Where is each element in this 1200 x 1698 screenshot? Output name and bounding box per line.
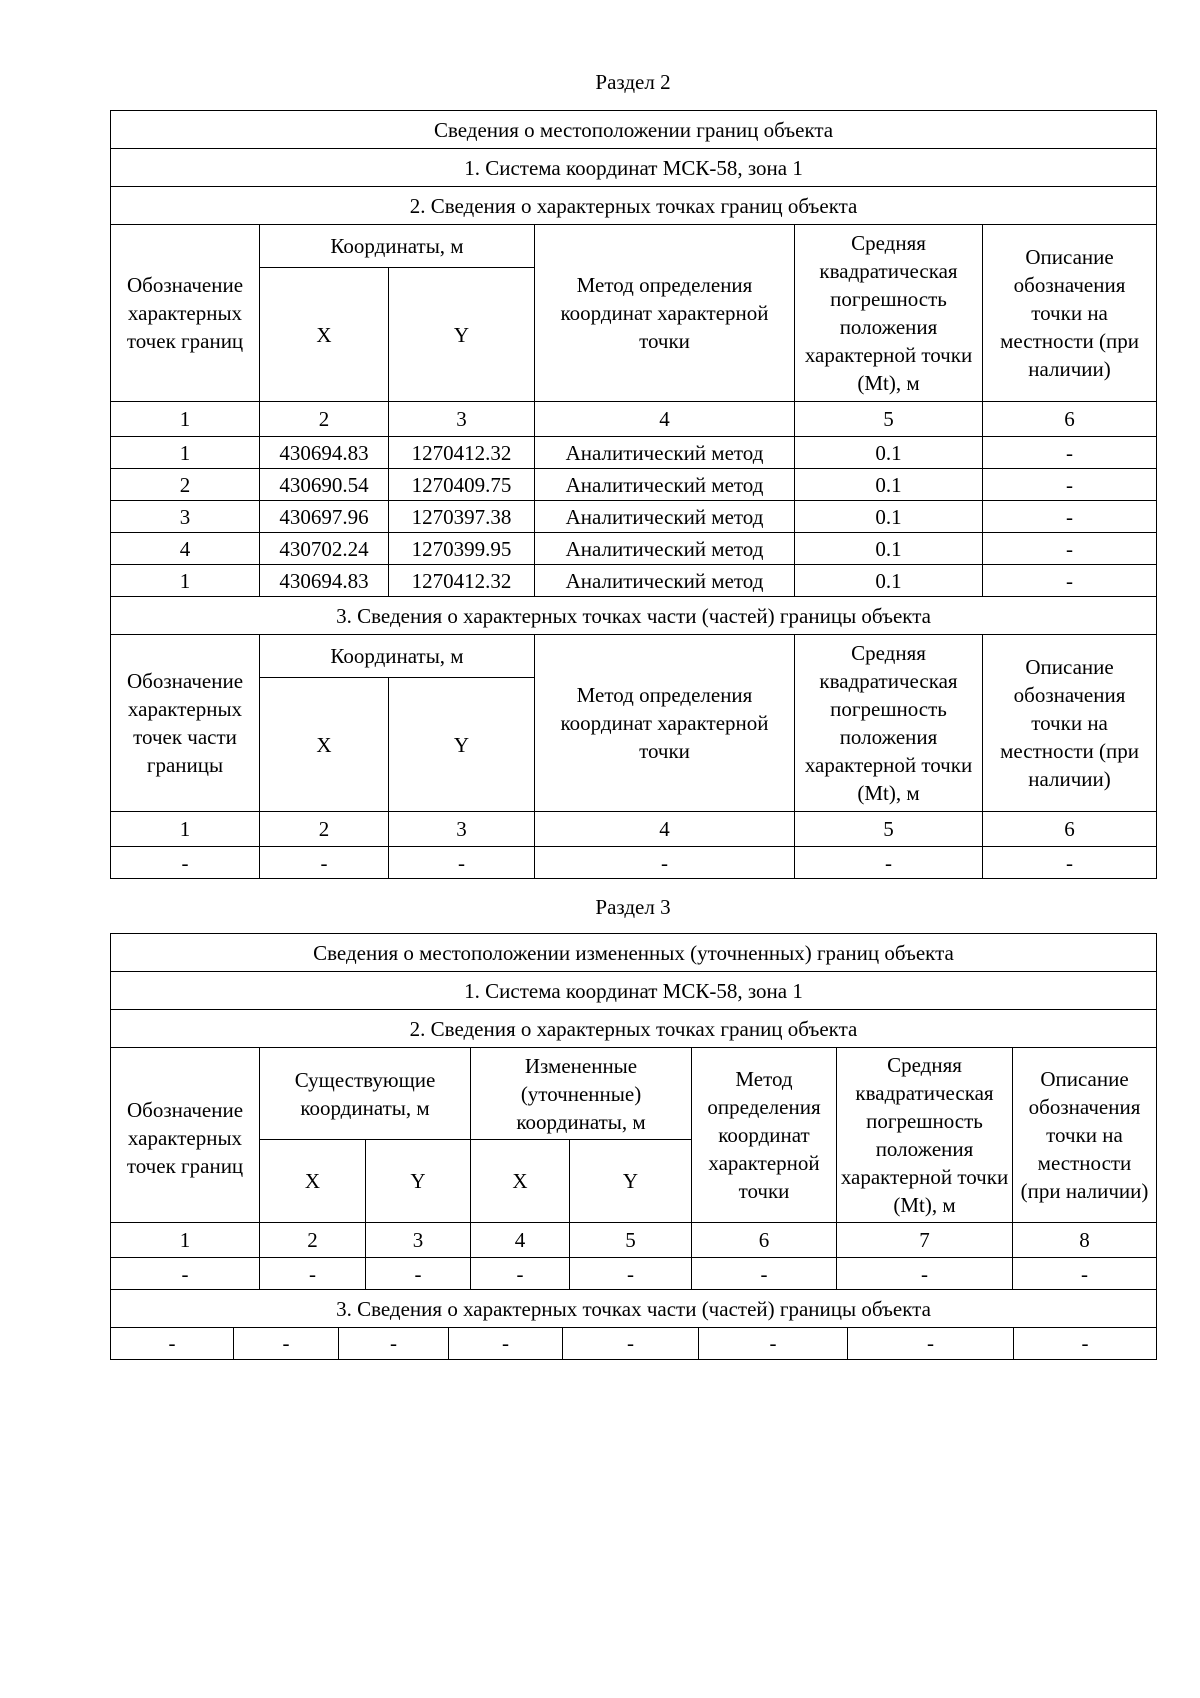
cell-description: - bbox=[983, 565, 1157, 597]
cell-dash: - bbox=[111, 1327, 234, 1359]
col-number: 6 bbox=[983, 812, 1157, 847]
cell-method: Аналитический метод bbox=[535, 469, 795, 501]
col-number: 5 bbox=[795, 812, 983, 847]
column-numbers-row bbox=[111, 402, 1157, 437]
cell-dash: - bbox=[563, 1327, 699, 1359]
part-header-x: X bbox=[260, 678, 389, 812]
cell-existing-y: - bbox=[366, 1258, 471, 1290]
table-caption: Сведения о местоположении границ объекта bbox=[111, 111, 1157, 149]
col-number: 1 bbox=[111, 402, 260, 437]
header-method: Метод определения координат характерной точки bbox=[692, 1048, 837, 1223]
col-number: 1 bbox=[111, 1223, 260, 1258]
part-header-error: Средняя квадратическая погрешность положения характерной точки (Mt), м bbox=[795, 635, 983, 812]
table-row bbox=[111, 1258, 1157, 1290]
table-row bbox=[111, 437, 1157, 469]
cell-changed-y: - bbox=[570, 1258, 692, 1290]
col-number: 2 bbox=[260, 402, 389, 437]
col-number: 2 bbox=[260, 812, 389, 847]
cell-x: 430702.24 bbox=[260, 533, 389, 565]
cell-method: Аналитический метод bbox=[535, 437, 795, 469]
header-error: Средняя квадратическая погрешность положения характерной точки (Mt), м bbox=[795, 225, 983, 402]
cell-dash: - bbox=[1014, 1327, 1157, 1359]
header-error: Средняя квадратическая погрешность положения характерной точки (Mt), м bbox=[837, 1048, 1013, 1223]
cell-dash: - bbox=[339, 1327, 449, 1359]
cell-description: - bbox=[983, 469, 1157, 501]
header-coords: Координаты, м bbox=[260, 225, 535, 268]
section-2-title: Раздел 2 bbox=[595, 70, 671, 94]
header-existing-y: Y bbox=[366, 1140, 471, 1223]
table-row bbox=[111, 1327, 1157, 1359]
col-number: 4 bbox=[535, 812, 795, 847]
header-y: Y bbox=[389, 268, 535, 402]
cell-method: Аналитический метод bbox=[535, 501, 795, 533]
cell-point: - bbox=[111, 847, 260, 879]
cell-description: - bbox=[1013, 1258, 1157, 1290]
cell-error: 0.1 bbox=[795, 501, 983, 533]
col-number: 5 bbox=[570, 1223, 692, 1258]
section-2-boundaries-table bbox=[110, 110, 1157, 879]
col-number: 3 bbox=[366, 1223, 471, 1258]
cell-existing-x: - bbox=[260, 1258, 366, 1290]
part-header-designation: Обозначение характерных точек части границы bbox=[111, 635, 260, 812]
table-caption: Сведения о местоположении измененных (уточненных) границ объекта bbox=[111, 934, 1157, 972]
cell-changed-x: - bbox=[471, 1258, 570, 1290]
cell-x: 430694.83 bbox=[260, 437, 389, 469]
cell-point: 4 bbox=[111, 533, 260, 565]
column-numbers-row bbox=[111, 1223, 1157, 1258]
cell-y: 1270412.32 bbox=[389, 437, 535, 469]
cell-error: 0.1 bbox=[795, 565, 983, 597]
coord-system-row: 1. Система координат МСК-58, зона 1 bbox=[111, 972, 1157, 1010]
cell-y: 1270397.38 bbox=[389, 501, 535, 533]
cell-y: - bbox=[389, 847, 535, 879]
header-description: Описание обозначения точки на местности (при наличии) bbox=[1013, 1048, 1157, 1223]
cell-error: 0.1 bbox=[795, 533, 983, 565]
cell-point: - bbox=[111, 1258, 260, 1290]
part-subsection-title: 3. Сведения о характерных точках части (частей) границы объекта bbox=[111, 597, 1157, 635]
part-header-method: Метод определения координат характерной точки bbox=[535, 635, 795, 812]
header-designation: Обозначение характерных точек границ bbox=[111, 225, 260, 402]
header-x: X bbox=[260, 268, 389, 402]
header-changed-y: Y bbox=[570, 1140, 692, 1223]
coord-system-row: 1. Система координат МСК-58, зона 1 bbox=[111, 149, 1157, 187]
table-row bbox=[111, 565, 1157, 597]
header-changed-x: X bbox=[471, 1140, 570, 1223]
cell-error: 0.1 bbox=[795, 469, 983, 501]
cell-x: 430694.83 bbox=[260, 565, 389, 597]
cell-x: - bbox=[260, 847, 389, 879]
header-existing-x: X bbox=[260, 1140, 366, 1223]
table-row bbox=[111, 469, 1157, 501]
header-method: Метод определения координат характерной точки bbox=[535, 225, 795, 402]
cell-description: - bbox=[983, 847, 1157, 879]
col-number: 6 bbox=[983, 402, 1157, 437]
cell-point: 1 bbox=[111, 437, 260, 469]
cell-method: - bbox=[535, 847, 795, 879]
document-page bbox=[110, 0, 1156, 1360]
cell-dash: - bbox=[848, 1327, 1014, 1359]
col-number: 6 bbox=[692, 1223, 837, 1258]
section-3-part-table bbox=[110, 1327, 1157, 1360]
section-3-title: Раздел 3 bbox=[595, 895, 671, 919]
table-row bbox=[111, 533, 1157, 565]
cell-method: Аналитический метод bbox=[535, 565, 795, 597]
col-number: 1 bbox=[111, 812, 260, 847]
cell-point: 3 bbox=[111, 501, 260, 533]
table-row bbox=[111, 501, 1157, 533]
cell-description: - bbox=[983, 533, 1157, 565]
cell-error: - bbox=[837, 1258, 1013, 1290]
col-number: 7 bbox=[837, 1223, 1013, 1258]
section-3-changed-boundaries-table bbox=[110, 933, 1157, 1328]
cell-description: - bbox=[983, 437, 1157, 469]
cell-method: - bbox=[692, 1258, 837, 1290]
part-subsection-title: 3. Сведения о характерных точках части (частей) границы объекта bbox=[111, 1290, 1157, 1328]
cell-x: 430697.96 bbox=[260, 501, 389, 533]
col-number: 8 bbox=[1013, 1223, 1157, 1258]
part-column-numbers-row bbox=[111, 812, 1157, 847]
subsection-title: 2. Сведения о характерных точках границ объекта bbox=[111, 1010, 1157, 1048]
part-header-description: Описание обозначения точки на местности (при наличии) bbox=[983, 635, 1157, 812]
cell-dash: - bbox=[449, 1327, 563, 1359]
part-header-y: Y bbox=[389, 678, 535, 812]
header-existing-coords: Существующие координаты, м bbox=[260, 1048, 471, 1140]
col-number: 3 bbox=[389, 402, 535, 437]
cell-error: - bbox=[795, 847, 983, 879]
cell-dash: - bbox=[699, 1327, 848, 1359]
col-number: 2 bbox=[260, 1223, 366, 1258]
header-designation: Обозначение характерных точек границ bbox=[111, 1048, 260, 1223]
cell-description: - bbox=[983, 501, 1157, 533]
col-number: 4 bbox=[471, 1223, 570, 1258]
header-changed-coords: Измененные (уточненные) координаты, м bbox=[471, 1048, 692, 1140]
col-number: 4 bbox=[535, 402, 795, 437]
table-row bbox=[111, 847, 1157, 879]
part-header-coords: Координаты, м bbox=[260, 635, 535, 678]
cell-dash: - bbox=[234, 1327, 339, 1359]
col-number: 3 bbox=[389, 812, 535, 847]
cell-x: 430690.54 bbox=[260, 469, 389, 501]
cell-y: 1270399.95 bbox=[389, 533, 535, 565]
cell-point: 2 bbox=[111, 469, 260, 501]
subsection-title: 2. Сведения о характерных точках границ объекта bbox=[111, 187, 1157, 225]
cell-method: Аналитический метод bbox=[535, 533, 795, 565]
header-description: Описание обозначения точки на местности (при наличии) bbox=[983, 225, 1157, 402]
cell-point: 1 bbox=[111, 565, 260, 597]
col-number: 5 bbox=[795, 402, 983, 437]
cell-y: 1270412.32 bbox=[389, 565, 535, 597]
cell-error: 0.1 bbox=[795, 437, 983, 469]
cell-y: 1270409.75 bbox=[389, 469, 535, 501]
